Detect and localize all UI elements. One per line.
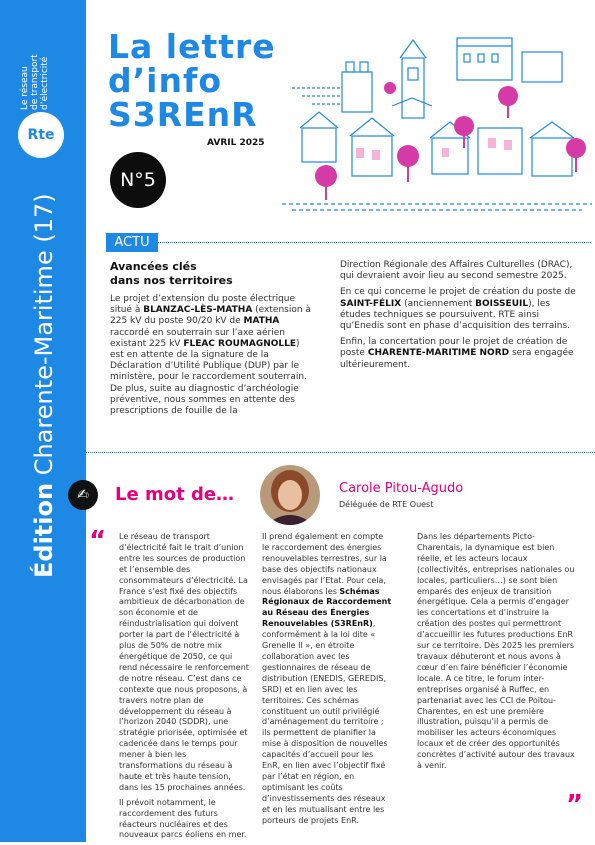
mot-column-2	[262, 532, 392, 830]
text-run: ) est en attente de la signature de la Déclaration d’Utilité Publique (DUP) par le ministère, pour le raccordement souterrain. De plus, suite au diagnostic d’archéologie préventive, nous sommes en attente des prescriptions de fouille de la	[110, 338, 307, 417]
mot-paragraph: Le réseau de transport d’électricité fait le trait d’union entre les sources de production et l’ensemble des consommateurs d’électricité. La France s’est fixé des objectifs ambitieux de décarbonation de son économie et de réindustrialisation qui doivent porter la part de l’électricité à plus de 50% de notre mix énergétique de 2050, ce qui rend nécessaire le renforcement de notre réseau. C’est dans ce contexte que nous proposons, à travers notre plan de développement du réseau à l’horizon 2040 (SDDR), une stratégie priorisée, optimisée et cadencée dans le temps pour mener à bien les transformations du réseau à haute et très haute tension, dans les 15 prochaines années.	[119, 532, 249, 792]
section-divider	[158, 242, 591, 243]
mot-de-title: Le mot de…	[115, 484, 235, 505]
actu-paragraph	[340, 337, 580, 371]
site-name: MATHA	[243, 316, 280, 327]
text-run: , conformément à la loi dite « Grenelle II », en étroite collaboration avec les gestionnaires de réseau de distribution (ENEDIS, GEREDIS, SRD) et en lien avec les territoires. Ces schémas constituent un outil privilégié d’aménagement du territoire ; ils permettent de planifier la mise à disposition de nouvelles capacités d’accueil pour les EnR, en lien avec l’objectif fixé par l’état en région, en optimisant les coûts d’investissements des réseaux et en les mutualisant entre les porteurs de projets EnR.	[262, 619, 388, 825]
actu-heading	[110, 260, 315, 288]
mot-column-3	[417, 532, 577, 776]
mot-paragraph	[262, 532, 392, 826]
site-name: BOISSEUIL	[475, 298, 529, 309]
sidebar-tagline	[16, 48, 72, 110]
text-run: raccordé en souterrain sur l’axe aérien existant 225 kV	[110, 327, 285, 349]
newsletter-title	[108, 27, 276, 134]
site-name: SAINT-FÉLIX	[340, 298, 402, 309]
issue-date: AVRIL 2025	[207, 138, 265, 148]
text-run: Le projet d’extension du poste électrique situé à	[110, 294, 296, 316]
actu-label: ACTU	[106, 233, 158, 252]
text-run: (extension à 225 kV du poste 90/20 kV de	[110, 305, 311, 327]
site-name: CHARENTE-MARITIME NORD	[367, 348, 510, 359]
town-illustration	[282, 28, 592, 214]
title-line: d’info	[108, 61, 222, 100]
text-run: Il prend également en compte le raccordement des énergies renouvelables terrestres, sur la base des objectifs nationaux envisagés par l’Etat. Pour cela, nous élaborons les	[262, 532, 387, 596]
edition-label	[30, 193, 58, 578]
text-run: Enfin, la concertation pour le projet de création de poste	[340, 337, 568, 359]
text-run: sera engagée ultérieurement.	[340, 348, 574, 370]
edition-bold: Édition	[30, 482, 58, 578]
title-line: La lettre	[108, 27, 276, 66]
text-run: En ce qui concerne le projet de création du poste de	[340, 287, 576, 298]
site-name: FLEAC ROUMAGNOLLE	[183, 338, 297, 349]
author-name: Carole Pitou-Agudo	[339, 481, 464, 496]
mot-column-1	[119, 532, 249, 845]
tagline-line: Le réseau	[20, 66, 30, 110]
section-divider	[86, 452, 595, 453]
site-name: BLANZAC-LÈS-MATHA	[143, 305, 253, 316]
author-role: Déléguée de RTE Ouest	[339, 500, 434, 509]
rte-logo: Rte	[18, 112, 64, 158]
sidebar	[0, 0, 86, 842]
tagline-line: de transport	[30, 54, 40, 110]
issue-number-badge: N°5	[110, 152, 166, 208]
pen-icon: ✍	[68, 480, 98, 510]
author-photo	[260, 465, 320, 525]
mot-paragraph: Dans les départements Picto-Charentais, la dynamique est bien réelle, et les acteurs locaux (collectivités, entreprises nationales ou locales, particuliers…) se sont bien emparés des enjeux de transition énergétique. Cela a permis d’engager les concertations et d’instruire la création des postes qui permettront d’accueillir les futures productions EnR sur ce territoire. Dès 2025 les premiers travaux débuteront et nous avons à cœur d’en faire bénéficier l’économie locale. A ce titre, le forum inter-entreprises organisé à Ruffec, en partenariat avec les CCI de Poitou-Charentes, en est une première illustration, puisqu’il a permis de mobiliser les acteurs économiques locaux et de créer des opportunités concrètes d’activité autour des travaux à venir.	[417, 532, 575, 771]
actu-paragraph: Direction Régionale des Affaires Culturelles (DRAC), qui devraient avoir lieu au second semestre 2025.	[340, 260, 573, 282]
title-line: S3REnR	[108, 95, 258, 134]
tagline-line: d’électricité	[40, 56, 50, 110]
scheme-name: Schémas Régionaux de Raccordement au Réseau des Énergies Renouvelables (S3REnR)	[262, 586, 392, 629]
edition-region: Charente-Maritime (17)	[30, 193, 58, 483]
quote-close-mark: ”	[566, 790, 584, 820]
mot-paragraph: Il prévoit notamment, le raccordement des futurs réacteurs nucléaires et des nouveaux parcs éoliens en mer.	[119, 797, 247, 840]
actu-column-left	[110, 260, 315, 422]
text-run: (anciennement	[401, 298, 476, 309]
actu-paragraph	[110, 294, 315, 417]
actu-paragraph	[340, 287, 580, 332]
quote-open-mark: “	[89, 526, 107, 556]
text-run: ), les études techniques se poursuivent. RTE ainsi qu’Enedis sont en phase d’acquisition des terrains.	[340, 298, 571, 332]
heading-line: Avancées clés	[110, 260, 197, 273]
heading-line: dans nos territoires	[110, 274, 233, 287]
actu-column-right	[340, 260, 580, 376]
